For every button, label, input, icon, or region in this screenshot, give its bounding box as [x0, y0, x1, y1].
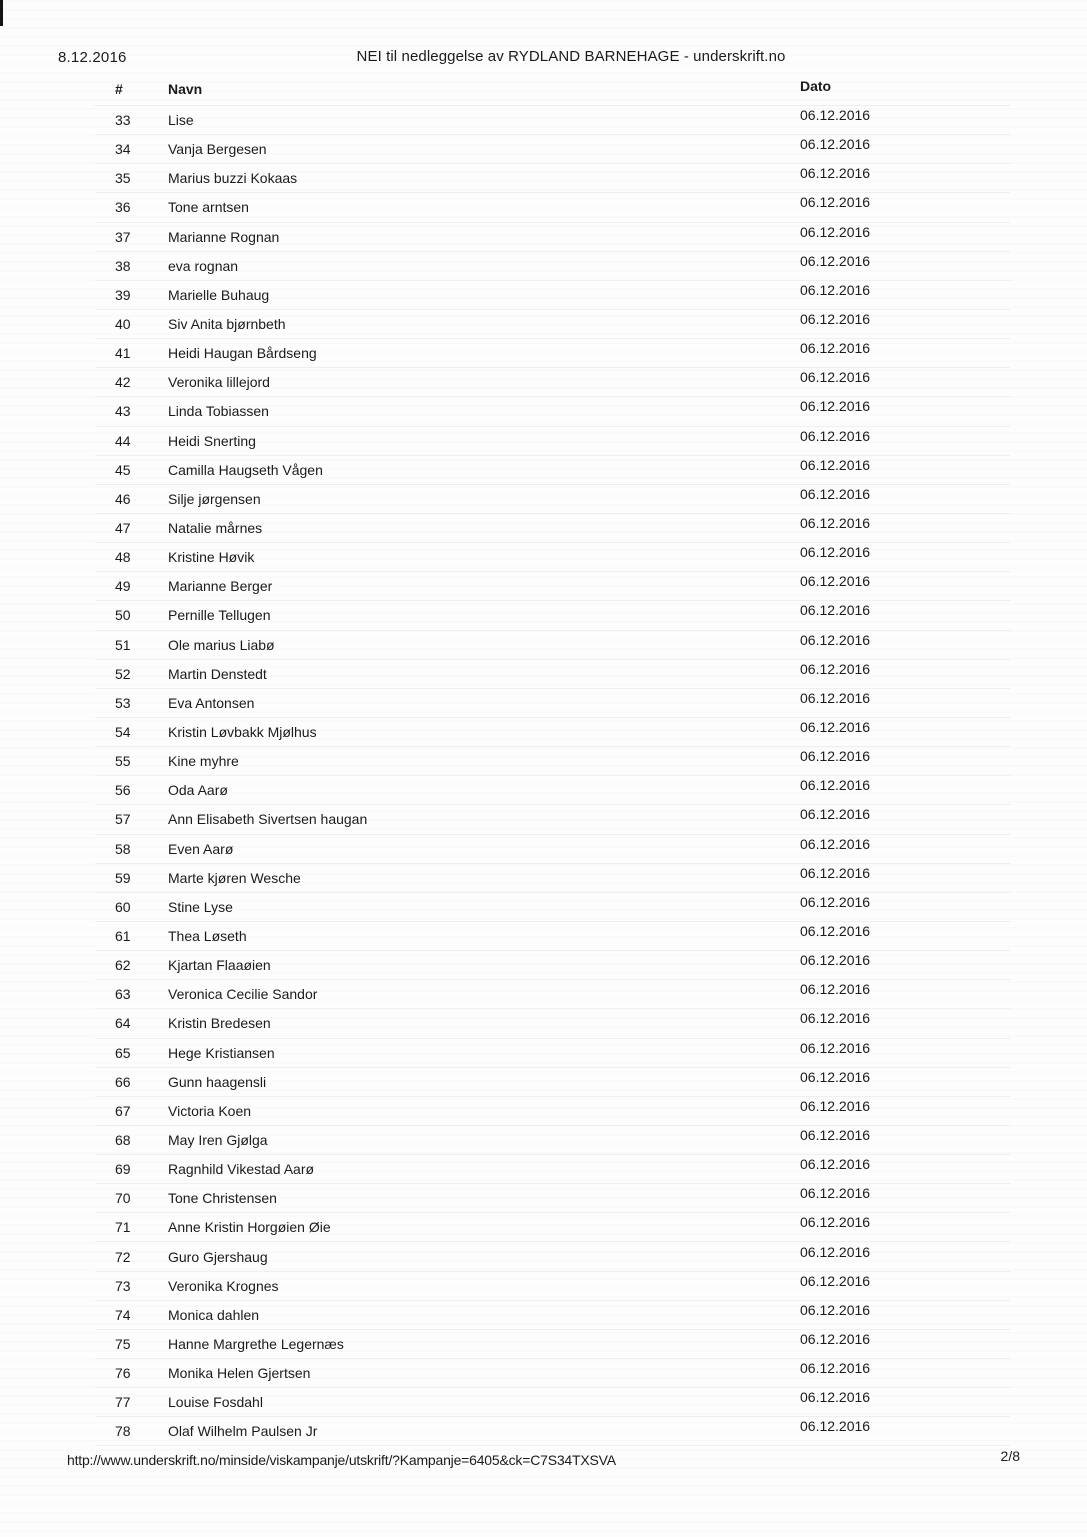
table-row	[95, 631, 1010, 660]
table-row	[95, 106, 1010, 135]
signature-date: 06.12.2016	[800, 1360, 871, 1377]
signer-name: Olaf Wilhelm Paulsen Jr	[168, 1423, 318, 1440]
table-row	[95, 1155, 1010, 1184]
signer-name: Oda Aarø	[168, 782, 228, 799]
table-row	[95, 456, 1010, 485]
column-header-name: Navn	[168, 81, 203, 97]
table-row	[95, 223, 1010, 252]
table-row	[95, 689, 1010, 718]
signer-name: Veronika lillejord	[168, 374, 270, 391]
footer-url: http://www.underskrift.no/minside/viskampanje/utskrift/?Kampanje=6405&ck=C7S34TXSVA	[67, 1452, 616, 1468]
row-number: 43	[115, 403, 131, 420]
row-number: 36	[115, 199, 131, 216]
signer-name: Marius buzzi Kokaas	[168, 170, 298, 187]
signature-date: 06.12.2016	[800, 194, 871, 211]
signature-date: 06.12.2016	[800, 631, 871, 648]
row-number: 39	[115, 286, 131, 303]
row-number: 35	[115, 170, 131, 187]
table-row	[95, 485, 1010, 514]
signer-name: Camilla Haugseth Vågen	[168, 461, 323, 478]
signature-date: 06.12.2016	[800, 602, 871, 619]
table-row	[95, 835, 1010, 864]
table-row	[95, 1068, 1010, 1097]
table-row	[95, 1388, 1010, 1417]
signature-date: 06.12.2016	[800, 923, 871, 939]
signer-name: Even Aarø	[168, 840, 234, 857]
row-number: 65	[115, 1044, 131, 1061]
signer-name: Thea Løseth	[168, 928, 247, 944]
signature-date: 06.12.2016	[800, 398, 871, 415]
table-row	[95, 368, 1010, 397]
signature-date: 06.12.2016	[800, 515, 871, 532]
signature-date: 06.12.2016	[800, 981, 871, 998]
signature-date: 06.12.2016	[800, 456, 871, 473]
signature-date: 06.12.2016	[800, 573, 871, 590]
row-number: 69	[115, 1161, 131, 1178]
table-row	[95, 1097, 1010, 1126]
table-row	[95, 572, 1010, 601]
row-number: 74	[115, 1306, 131, 1323]
signer-name: Hege Kristiansen	[168, 1044, 275, 1061]
signer-name: Louise Fosdahl	[168, 1394, 263, 1411]
page-title: NEI til nedleggelse av RYDLAND BARNEHAGE - underskrift.no	[356, 48, 786, 65]
row-number: 34	[115, 141, 131, 158]
table-row	[95, 1126, 1010, 1155]
row-number: 63	[115, 986, 131, 1003]
signature-date: 06.12.2016	[800, 1185, 871, 1202]
row-number: 56	[115, 782, 131, 799]
table-row	[95, 1039, 1010, 1068]
row-number: 68	[115, 1131, 131, 1148]
signer-name: Marianne Berger	[168, 578, 273, 595]
signer-name: Kjartan Flaaøien	[168, 957, 271, 974]
signature-date: 06.12.2016	[800, 893, 871, 910]
row-number: 52	[115, 665, 131, 682]
row-number: 70	[115, 1190, 131, 1207]
signer-name: Hanne Margrethe Legernæs	[168, 1335, 344, 1352]
table-row	[95, 1330, 1010, 1359]
signature-date: 06.12.2016	[800, 1214, 871, 1231]
signer-name: Tone Christensen	[168, 1190, 277, 1207]
row-number: 60	[115, 898, 131, 915]
table-row	[95, 864, 1010, 893]
signer-name: Pernille Tellugen	[168, 607, 271, 624]
row-number: 33	[115, 112, 131, 129]
row-number: 71	[115, 1219, 131, 1236]
row-number: 45	[115, 461, 131, 478]
signature-date: 06.12.2016	[800, 1243, 871, 1260]
row-number: 75	[115, 1335, 131, 1352]
table-body	[95, 106, 1010, 1446]
signature-date: 06.12.2016	[800, 165, 871, 182]
table-row	[95, 135, 1010, 164]
signature-date: 06.12.2016	[800, 660, 871, 677]
signature-date: 06.12.2016	[800, 1272, 871, 1289]
signer-name: Stine Lyse	[168, 898, 233, 915]
signature-date: 06.12.2016	[800, 777, 871, 794]
table-row	[95, 1213, 1010, 1242]
row-number: 66	[115, 1073, 131, 1090]
row-number: 50	[115, 607, 131, 624]
signer-name: Natalie mårnes	[168, 520, 263, 537]
signature-date: 06.12.2016	[800, 252, 871, 269]
signature-date: 06.12.2016	[800, 1418, 871, 1435]
signer-name: Marianne Rognan	[168, 228, 280, 245]
signature-date: 06.12.2016	[800, 864, 871, 881]
print-date: 8.12.2016	[58, 49, 127, 66]
table-row	[95, 252, 1010, 281]
signer-name: Gunn haagensli	[168, 1073, 267, 1090]
row-number: 62	[115, 957, 131, 974]
table-row	[95, 1242, 1010, 1271]
table-row	[95, 776, 1010, 805]
row-number: 53	[115, 694, 131, 711]
table-row	[95, 164, 1010, 193]
table-row	[95, 193, 1010, 222]
row-number: 40	[115, 316, 131, 333]
signature-date: 06.12.2016	[800, 1330, 871, 1347]
signer-name: Kine myhre	[168, 753, 239, 770]
signature-date: 06.12.2016	[800, 136, 871, 153]
row-number: 58	[115, 840, 131, 857]
table-row	[95, 310, 1010, 339]
signer-name: Guro Gjershaug	[168, 1248, 268, 1265]
signature-date: 06.12.2016	[800, 1097, 871, 1114]
signer-name: Lise	[168, 112, 194, 129]
row-number: 47	[115, 520, 131, 537]
signature-date: 06.12.2016	[800, 427, 871, 444]
signature-date: 06.12.2016	[800, 1389, 871, 1406]
row-number: 44	[115, 432, 131, 449]
signature-date: 06.12.2016	[800, 1039, 871, 1056]
row-number: 59	[115, 869, 131, 886]
table-row	[95, 601, 1010, 630]
row-number: 42	[115, 374, 131, 391]
signer-name: Monica dahlen	[168, 1306, 260, 1323]
row-number: 73	[115, 1277, 131, 1294]
row-number: 77	[115, 1394, 131, 1411]
signer-name: Monika Helen Gjertsen	[168, 1365, 311, 1382]
signer-name: Veronica Cecilie Sandor	[168, 986, 318, 1003]
signature-date: 06.12.2016	[800, 544, 871, 561]
table-row	[95, 397, 1010, 426]
row-number: 55	[115, 753, 131, 770]
signer-name: Vanja Bergesen	[168, 141, 267, 158]
signer-name: Tone arntsen	[168, 199, 249, 216]
signature-date: 06.12.2016	[800, 835, 871, 852]
table-row	[95, 718, 1010, 747]
table-row	[95, 281, 1010, 310]
row-number: 54	[115, 724, 131, 741]
row-number: 38	[115, 257, 131, 274]
signer-name: Kristine Høvik	[168, 549, 255, 566]
table-row	[95, 1272, 1010, 1301]
table-row	[95, 543, 1010, 572]
signature-date: 06.12.2016	[800, 1301, 871, 1318]
signature-date: 06.12.2016	[800, 1010, 871, 1027]
signer-name: Martin Denstedt	[168, 665, 267, 682]
table-row	[95, 747, 1010, 776]
table-header-row	[95, 73, 1010, 106]
row-number: 64	[115, 1015, 131, 1032]
signer-name: Kristin Bredesen	[168, 1015, 271, 1032]
signer-name: eva rognan	[168, 257, 239, 274]
signature-table	[95, 73, 1010, 1446]
signer-name: Victoria Koen	[168, 1102, 252, 1119]
signature-date: 06.12.2016	[800, 369, 871, 386]
row-number: 49	[115, 578, 131, 595]
table-row	[95, 1417, 1010, 1446]
signer-name: Heidi Haugan Bårdseng	[168, 345, 317, 362]
column-header-date: Dato	[800, 78, 832, 94]
signer-name: Heidi Snerting	[168, 432, 256, 449]
table-row	[95, 951, 1010, 980]
row-number: 67	[115, 1102, 131, 1119]
signature-date: 06.12.2016	[800, 719, 871, 736]
column-header-number: #	[115, 81, 123, 97]
signer-name: Anne Kristin Horgøien Øie	[168, 1219, 331, 1236]
row-number: 61	[115, 928, 131, 944]
signature-date: 06.12.2016	[800, 689, 871, 706]
table-row	[95, 1009, 1010, 1038]
page-number: 2/8	[1000, 1448, 1020, 1464]
table-row	[95, 1359, 1010, 1388]
table-row	[95, 660, 1010, 689]
signer-name: Linda Tobiassen	[168, 403, 269, 420]
row-number: 78	[115, 1423, 131, 1440]
row-number: 72	[115, 1248, 131, 1265]
signer-name: Ann Elisabeth Sivertsen haugan	[168, 811, 368, 828]
signer-name: Kristin Løvbakk Mjølhus	[168, 724, 317, 741]
table-row	[95, 427, 1010, 456]
table-row	[95, 514, 1010, 543]
row-number: 41	[115, 345, 131, 362]
signer-name: Ragnhild Vikestad Aarø	[168, 1161, 315, 1178]
signer-name: Veronika Krognes	[168, 1277, 279, 1294]
signer-name: Silje jørgensen	[168, 490, 261, 507]
signature-date: 06.12.2016	[800, 952, 871, 969]
table-row	[95, 980, 1010, 1009]
signer-name: Marielle Buhaug	[168, 286, 270, 303]
row-number: 57	[115, 811, 131, 828]
table-row	[95, 922, 1010, 951]
signature-date: 06.12.2016	[800, 485, 871, 502]
scan-artifact	[0, 0, 3, 26]
table-row	[95, 805, 1010, 834]
signer-name: Siv Anita bjørnbeth	[168, 316, 286, 333]
signer-name: May Iren Gjølga	[168, 1131, 268, 1148]
signature-date: 06.12.2016	[800, 107, 871, 124]
row-number: 51	[115, 636, 131, 653]
signature-date: 06.12.2016	[800, 1068, 871, 1085]
table-row	[95, 893, 1010, 922]
signer-name: Eva Antonsen	[168, 694, 255, 711]
signer-name: Marte kjøren Wesche	[168, 869, 301, 886]
table-row	[95, 1301, 1010, 1330]
signature-date: 06.12.2016	[800, 223, 871, 240]
signature-date: 06.12.2016	[800, 311, 871, 328]
signature-date: 06.12.2016	[800, 1156, 871, 1173]
signature-date: 06.12.2016	[800, 1126, 871, 1143]
signature-date: 06.12.2016	[800, 340, 871, 357]
row-number: 46	[115, 490, 131, 507]
signature-date: 06.12.2016	[800, 281, 871, 298]
row-number: 76	[115, 1365, 131, 1382]
table-row	[95, 339, 1010, 368]
signer-name: Ole marius Liabø	[168, 636, 275, 653]
signature-date: 06.12.2016	[800, 806, 871, 823]
signature-date: 06.12.2016	[800, 748, 871, 765]
row-number: 37	[115, 228, 131, 245]
table-row	[95, 1184, 1010, 1213]
row-number: 48	[115, 549, 131, 566]
